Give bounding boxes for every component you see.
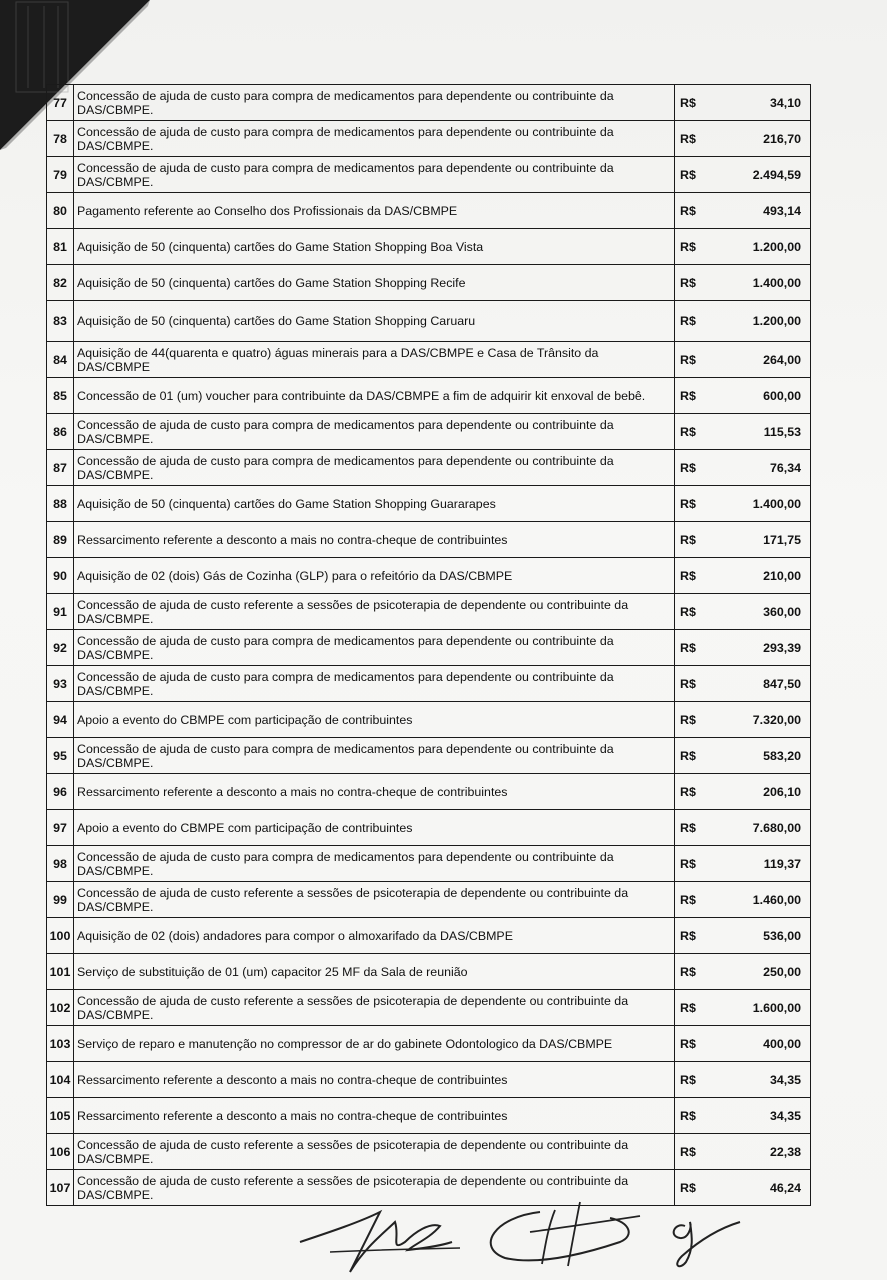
row-number: 106 bbox=[47, 1134, 74, 1170]
expense-table bbox=[46, 84, 811, 1206]
row-description: Ressarcimento referente a desconto a mais no contra-cheque de contribuintes bbox=[74, 774, 675, 810]
row-description: Concessão de ajuda de custo para compra de medicamentos para dependente ou contribuinte da DAS/CBMPE. bbox=[74, 450, 675, 486]
table-row bbox=[47, 990, 811, 1026]
table-row bbox=[47, 918, 811, 954]
row-currency: R$ bbox=[675, 738, 719, 774]
row-number: 79 bbox=[47, 157, 74, 193]
row-number: 94 bbox=[47, 702, 74, 738]
row-currency: R$ bbox=[675, 378, 719, 414]
row-value: 76,34 bbox=[719, 450, 811, 486]
row-number: 96 bbox=[47, 774, 74, 810]
row-currency: R$ bbox=[675, 594, 719, 630]
row-value: 536,00 bbox=[719, 918, 811, 954]
row-currency: R$ bbox=[675, 1098, 719, 1134]
table-row bbox=[47, 810, 811, 846]
table-row bbox=[47, 774, 811, 810]
table-row bbox=[47, 378, 811, 414]
table-row bbox=[47, 594, 811, 630]
row-value: 46,24 bbox=[719, 1170, 811, 1206]
row-number: 98 bbox=[47, 846, 74, 882]
row-description: Concessão de ajuda de custo para compra de medicamentos para dependente ou contribuinte da DAS/CBMPE. bbox=[74, 157, 675, 193]
row-value: 600,00 bbox=[719, 378, 811, 414]
row-number: 82 bbox=[47, 265, 74, 301]
row-currency: R$ bbox=[675, 630, 719, 666]
handwritten-signatures bbox=[290, 1192, 770, 1280]
row-description: Concessão de ajuda de custo para compra de medicamentos para dependente ou contribuinte da DAS/CBMPE. bbox=[74, 846, 675, 882]
row-description: Concessão de ajuda de custo para compra de medicamentos para dependente ou contribuinte da DAS/CBMPE. bbox=[74, 414, 675, 450]
row-value: 1.200,00 bbox=[719, 229, 811, 265]
row-value: 847,50 bbox=[719, 666, 811, 702]
row-number: 101 bbox=[47, 954, 74, 990]
row-value: 1.200,00 bbox=[719, 301, 811, 342]
faded-stamp-mark bbox=[6, 0, 76, 96]
row-currency: R$ bbox=[675, 1134, 719, 1170]
row-number: 89 bbox=[47, 522, 74, 558]
row-number: 87 bbox=[47, 450, 74, 486]
row-number: 105 bbox=[47, 1098, 74, 1134]
row-description: Concessão de ajuda de custo referente a sessões de psicoterapia de dependente ou contribuinte da DAS/CBMPE. bbox=[74, 1134, 675, 1170]
row-description: Aquisição de 02 (dois) andadores para compor o almoxarifado da DAS/CBMPE bbox=[74, 918, 675, 954]
row-value: 7.320,00 bbox=[719, 702, 811, 738]
row-description: Aquisição de 50 (cinquenta) cartões do Game Station Shopping Boa Vista bbox=[74, 229, 675, 265]
table-row bbox=[47, 1062, 811, 1098]
row-number: 91 bbox=[47, 594, 74, 630]
row-currency: R$ bbox=[675, 193, 719, 229]
row-number: 77 bbox=[47, 85, 74, 121]
row-value: 264,00 bbox=[719, 342, 811, 378]
table-row bbox=[47, 301, 811, 342]
row-currency: R$ bbox=[675, 121, 719, 157]
row-number: 86 bbox=[47, 414, 74, 450]
row-number: 107 bbox=[47, 1170, 74, 1206]
row-currency: R$ bbox=[675, 414, 719, 450]
row-value: 7.680,00 bbox=[719, 810, 811, 846]
row-currency: R$ bbox=[675, 882, 719, 918]
table-row bbox=[47, 630, 811, 666]
row-currency: R$ bbox=[675, 486, 719, 522]
row-description: Concessão de ajuda de custo referente a sessões de psicoterapia de dependente ou contribuinte da DAS/CBMPE. bbox=[74, 1170, 675, 1206]
row-currency: R$ bbox=[675, 229, 719, 265]
row-currency: R$ bbox=[675, 954, 719, 990]
row-number: 84 bbox=[47, 342, 74, 378]
row-number: 95 bbox=[47, 738, 74, 774]
table-row bbox=[47, 522, 811, 558]
table-row bbox=[47, 954, 811, 990]
row-description: Concessão de ajuda de custo para compra de medicamentos para dependente ou contribuinte da DAS/CBMPE. bbox=[74, 85, 675, 121]
row-value: 2.494,59 bbox=[719, 157, 811, 193]
row-value: 360,00 bbox=[719, 594, 811, 630]
row-currency: R$ bbox=[675, 702, 719, 738]
row-value: 171,75 bbox=[719, 522, 811, 558]
row-value: 210,00 bbox=[719, 558, 811, 594]
table-row bbox=[47, 1134, 811, 1170]
table-row bbox=[47, 1098, 811, 1134]
row-currency: R$ bbox=[675, 85, 719, 121]
row-number: 100 bbox=[47, 918, 74, 954]
table-row bbox=[47, 265, 811, 301]
row-value: 293,39 bbox=[719, 630, 811, 666]
table-row bbox=[47, 85, 811, 121]
row-description: Apoio a evento do CBMPE com participação de contribuintes bbox=[74, 702, 675, 738]
row-currency: R$ bbox=[675, 1170, 719, 1206]
table-row bbox=[47, 486, 811, 522]
table-row bbox=[47, 702, 811, 738]
row-number: 97 bbox=[47, 810, 74, 846]
row-description: Concessão de ajuda de custo referente a sessões de psicoterapia de dependente ou contribuinte da DAS/CBMPE. bbox=[74, 882, 675, 918]
row-description: Ressarcimento referente a desconto a mais no contra-cheque de contribuintes bbox=[74, 1098, 675, 1134]
row-currency: R$ bbox=[675, 990, 719, 1026]
row-number: 78 bbox=[47, 121, 74, 157]
table-row bbox=[47, 157, 811, 193]
row-description: Concessão de ajuda de custo para compra de medicamentos para dependente ou contribuinte da DAS/CBMPE. bbox=[74, 738, 675, 774]
row-currency: R$ bbox=[675, 522, 719, 558]
row-description: Concessão de ajuda de custo para compra de medicamentos para dependente ou contribuinte da DAS/CBMPE. bbox=[74, 666, 675, 702]
table-row bbox=[47, 450, 811, 486]
row-number: 104 bbox=[47, 1062, 74, 1098]
row-value: 1.400,00 bbox=[719, 486, 811, 522]
table-row bbox=[47, 1026, 811, 1062]
row-number: 83 bbox=[47, 301, 74, 342]
row-value: 493,14 bbox=[719, 193, 811, 229]
row-currency: R$ bbox=[675, 450, 719, 486]
row-value: 1.600,00 bbox=[719, 990, 811, 1026]
row-currency: R$ bbox=[675, 1026, 719, 1062]
row-description: Concessão de ajuda de custo para compra de medicamentos para dependente ou contribuinte da DAS/CBMPE. bbox=[74, 630, 675, 666]
row-description: Aquisição de 50 (cinquenta) cartões do Game Station Shopping Guararapes bbox=[74, 486, 675, 522]
row-value: 216,70 bbox=[719, 121, 811, 157]
row-currency: R$ bbox=[675, 301, 719, 342]
row-description: Serviço de substituição de 01 (um) capacitor 25 MF da Sala de reunião bbox=[74, 954, 675, 990]
row-number: 81 bbox=[47, 229, 74, 265]
row-currency: R$ bbox=[675, 810, 719, 846]
table-row bbox=[47, 846, 811, 882]
row-value: 400,00 bbox=[719, 1026, 811, 1062]
row-number: 85 bbox=[47, 378, 74, 414]
row-value: 34,35 bbox=[719, 1098, 811, 1134]
row-value: 34,10 bbox=[719, 85, 811, 121]
row-value: 583,20 bbox=[719, 738, 811, 774]
table-row bbox=[47, 666, 811, 702]
row-description: Aquisição de 02 (dois) Gás de Cozinha (GLP) para o refeitório da DAS/CBMPE bbox=[74, 558, 675, 594]
table-row bbox=[47, 882, 811, 918]
row-description: Aquisição de 50 (cinquenta) cartões do Game Station Shopping Recife bbox=[74, 265, 675, 301]
row-value: 1.460,00 bbox=[719, 882, 811, 918]
row-description: Aquisição de 44(quarenta e quatro) águas minerais para a DAS/CBMPE e Casa de Trânsito da DAS/CBMPE bbox=[74, 342, 675, 378]
row-value: 34,35 bbox=[719, 1062, 811, 1098]
row-number: 99 bbox=[47, 882, 74, 918]
row-description: Ressarcimento referente a desconto a mais no contra-cheque de contribuintes bbox=[74, 1062, 675, 1098]
table-row bbox=[47, 342, 811, 378]
row-description: Concessão de ajuda de custo referente a sessões de psicoterapia de dependente ou contribuinte da DAS/CBMPE. bbox=[74, 990, 675, 1026]
row-currency: R$ bbox=[675, 666, 719, 702]
row-number: 80 bbox=[47, 193, 74, 229]
row-currency: R$ bbox=[675, 157, 719, 193]
row-description: Serviço de reparo e manutenção no compressor de ar do gabinete Odontologico da DAS/CBMPE bbox=[74, 1026, 675, 1062]
expense-table-body bbox=[47, 85, 811, 1206]
row-value: 22,38 bbox=[719, 1134, 811, 1170]
row-currency: R$ bbox=[675, 774, 719, 810]
row-currency: R$ bbox=[675, 265, 719, 301]
row-value: 206,10 bbox=[719, 774, 811, 810]
table-row bbox=[47, 229, 811, 265]
row-currency: R$ bbox=[675, 846, 719, 882]
table-row bbox=[47, 121, 811, 157]
row-description: Ressarcimento referente a desconto a mais no contra-cheque de contribuintes bbox=[74, 522, 675, 558]
row-currency: R$ bbox=[675, 558, 719, 594]
row-value: 250,00 bbox=[719, 954, 811, 990]
row-currency: R$ bbox=[675, 1062, 719, 1098]
row-description: Concessão de ajuda de custo para compra de medicamentos para dependente ou contribuinte da DAS/CBMPE. bbox=[74, 121, 675, 157]
row-description: Aquisição de 50 (cinquenta) cartões do Game Station Shopping Caruaru bbox=[74, 301, 675, 342]
table-row bbox=[47, 558, 811, 594]
row-number: 102 bbox=[47, 990, 74, 1026]
row-value: 1.400,00 bbox=[719, 265, 811, 301]
table-row bbox=[47, 193, 811, 229]
row-description: Pagamento referente ao Conselho dos Profissionais da DAS/CBMPE bbox=[74, 193, 675, 229]
table-row bbox=[47, 414, 811, 450]
row-number: 88 bbox=[47, 486, 74, 522]
row-description: Apoio a evento do CBMPE com participação de contribuintes bbox=[74, 810, 675, 846]
row-description: Concessão de ajuda de custo referente a sessões de psicoterapia de dependente ou contribuinte da DAS/CBMPE. bbox=[74, 594, 675, 630]
row-number: 92 bbox=[47, 630, 74, 666]
row-number: 103 bbox=[47, 1026, 74, 1062]
row-description: Concessão de 01 (um) voucher para contribuinte da DAS/CBMPE a fim de adquirir kit enxoval de bebê. bbox=[74, 378, 675, 414]
row-value: 115,53 bbox=[719, 414, 811, 450]
row-number: 93 bbox=[47, 666, 74, 702]
table-row bbox=[47, 738, 811, 774]
row-currency: R$ bbox=[675, 342, 719, 378]
row-currency: R$ bbox=[675, 918, 719, 954]
row-number: 90 bbox=[47, 558, 74, 594]
row-value: 119,37 bbox=[719, 846, 811, 882]
